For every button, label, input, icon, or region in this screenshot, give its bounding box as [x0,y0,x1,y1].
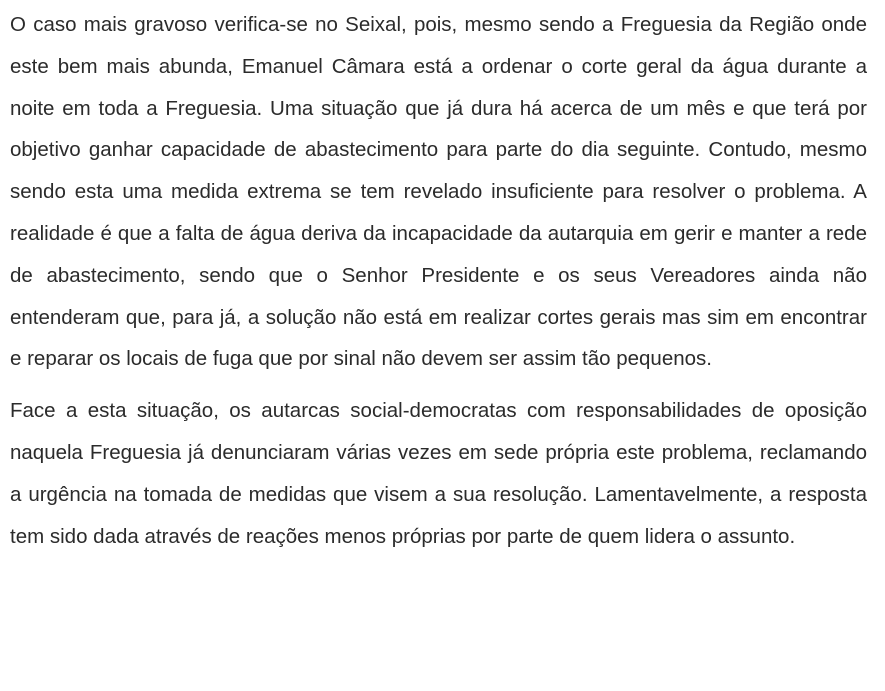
article-paragraph-1: O caso mais gravoso verifica-se no Seixal, pois, mesmo sendo a Freguesia da Região onde este bem mais abunda, Emanuel Câmara está a ordenar o corte geral da água durante a noite em toda a Freguesia. Uma situação que já dura há acerca de um mês e que terá por objetivo ganhar capacidade de abastecimento para parte do dia seguinte. Contudo, mesmo sendo esta uma medida extrema se tem revelado insuficiente para resolver o problema. A realidade é que a falta de água deriva da incapacidade da autarquia em gerir e manter a rede de abastecimento, sendo que o Senhor Presidente e os seus Vereadores ainda não entenderam que, para já, a solução não está em realizar cortes gerais mas sim em encontrar e reparar os locais de fuga que por sinal não devem ser assim tão pequenos. [10,13,867,371]
article-paragraph-2: Face a esta situação, os autarcas social-democratas com responsabilidades de oposição naquela Freguesia já denunciaram várias vezes em sede própria este problema, reclamando a urgência na tomada de medidas que visem a sua resolução. Lamentavelmente, a resposta tem sido dada através de reações menos próprias por parte de quem lidera o assunto. [10,399,867,548]
